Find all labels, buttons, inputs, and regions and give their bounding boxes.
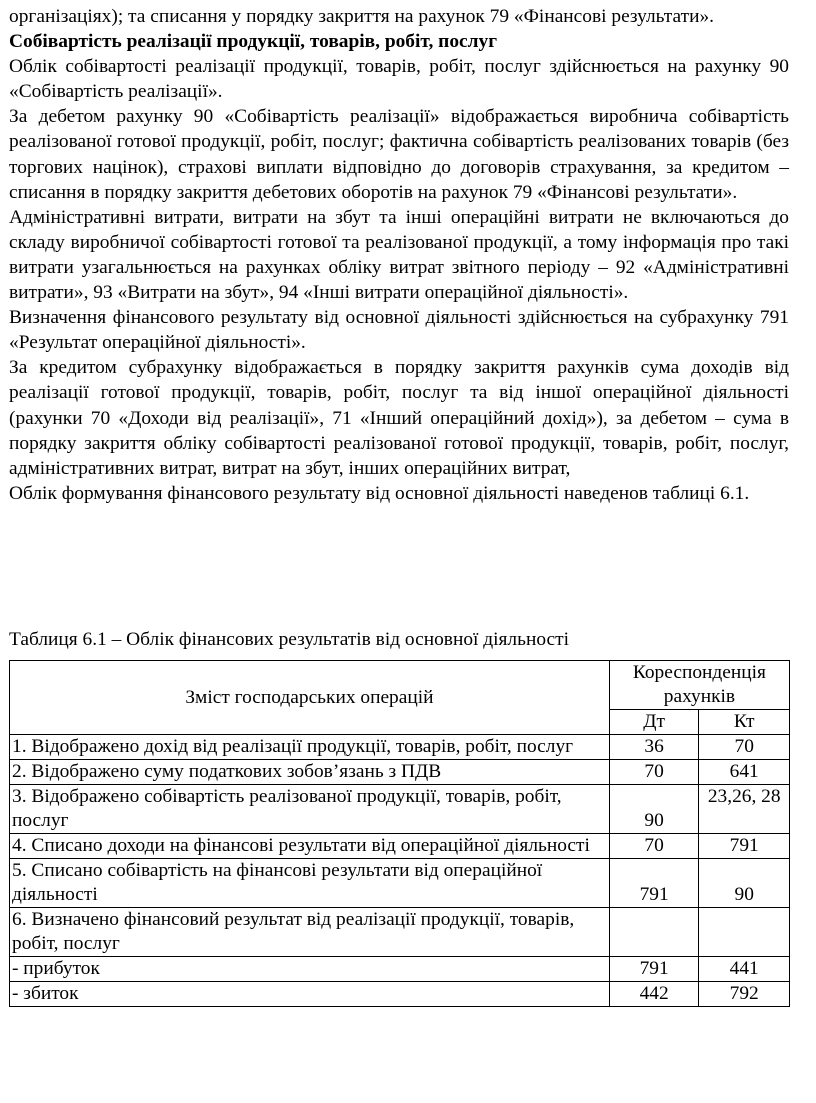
header-correspondence: Кореспонденція рахунків bbox=[609, 661, 789, 710]
row-description: 2. Відображено суму податкових зобов’язань з ПДВ bbox=[10, 760, 610, 785]
table-caption: Таблиця 6.1 – Облік фінансових результатів від основної діяльності bbox=[9, 629, 569, 650]
row-credit: 90 bbox=[699, 859, 790, 908]
paragraph-continuation: організаціях); та списання у порядку закриття на рахунок 79 «Фінансові результати». bbox=[9, 6, 714, 27]
row-description: 1. Відображено дохід від реалізації продукції, товарів, робіт, послуг bbox=[10, 735, 610, 760]
row-credit: 792 bbox=[699, 982, 790, 1007]
row-debit: 442 bbox=[609, 982, 699, 1007]
operations-table bbox=[9, 660, 790, 1007]
row-credit: 23,26, 28 bbox=[699, 785, 790, 834]
paragraph: За кредитом субрахунку відображається в порядку закриття рахунків сума доходів від реалізації готової продукції, товарів, робіт, послуг та від іншої операційної діяльності (рахунки 70 «Доходи від реалізації», 71 «Інший операційний дохід»), за дебетом – сума в порядку закриття обліку собівартості реалізованої готової продукції, товарів, робіт, послуг, адміністративних витрат, витрат на збут, інших операційних витрат, bbox=[9, 357, 789, 479]
row-description: 4. Списано доходи на фінансові результати від операційної діяльності bbox=[10, 834, 610, 859]
row-debit: 70 bbox=[609, 834, 699, 859]
table-row bbox=[10, 957, 790, 982]
header-description: Зміст господарських операцій bbox=[10, 661, 610, 735]
header-credit: Кт bbox=[699, 710, 790, 735]
row-description: - прибуток bbox=[10, 957, 610, 982]
table-row bbox=[10, 908, 790, 957]
section-heading: Собівартість реалізації продукції, товарів, робіт, послуг bbox=[9, 31, 498, 53]
row-description: 5. Списано собівартість на фінансові результати від операційної діяльності bbox=[10, 859, 610, 908]
row-debit bbox=[609, 908, 699, 957]
table-row bbox=[10, 785, 790, 834]
row-credit: 441 bbox=[699, 957, 790, 982]
row-debit: 791 bbox=[609, 957, 699, 982]
paragraph: Облік собівартості реалізації продукції, товарів, робіт, послуг здійснюється на рахунку 90 «Собівартість реалізації». bbox=[9, 56, 789, 103]
paragraph: Визначення фінансового результату від основної діяльності здійснюється на субрахунку 791 «Результат операційної діяльності». bbox=[9, 307, 789, 354]
table-row bbox=[10, 760, 790, 785]
paragraph: Облік формування фінансового результату від основної діяльності наведенов таблиці 6.1. bbox=[9, 482, 750, 504]
row-debit: 90 bbox=[609, 785, 699, 834]
table-header-row bbox=[10, 661, 790, 710]
body-text bbox=[9, 4, 789, 506]
paragraph: За дебетом рахунку 90 «Собівартість реалізації» відображається виробнича собівартість реалізованої готової продукції, робіт, послуг; фактична собівартість реалізованих товарів (без торгових націнок), страхові виплати відповідно до договорів страхування, за кредитом – списання в порядку закриття дебетових оборотів на рахунок 79 «Фінансові результати». bbox=[9, 106, 789, 203]
row-credit: 70 bbox=[699, 735, 790, 760]
row-description: 6. Визначено фінансовий результат від реалізації продукції, товарів, робіт, послуг bbox=[10, 908, 610, 957]
header-debit: Дт bbox=[609, 710, 699, 735]
row-description: 3. Відображено собівартість реалізованої продукції, товарів, робіт, послуг bbox=[10, 785, 610, 834]
table-row bbox=[10, 735, 790, 760]
row-credit: 791 bbox=[699, 834, 790, 859]
row-debit: 791 bbox=[609, 859, 699, 908]
row-debit: 36 bbox=[609, 735, 699, 760]
paragraph: Адміністративні витрати, витрати на збут та інші операційні витрати не включаються до складу виробничої собівартості готової та реалізованої продукції, а тому інформація про такі витрати узагальнюється на рахунках обліку витрат звітного періоду – 92 «Адміністративні витрати», 93 «Витрати на збут», 94 «Інші витрати операційної діяльності». bbox=[9, 206, 789, 304]
row-credit bbox=[699, 908, 790, 957]
table-row bbox=[10, 859, 790, 908]
table-row bbox=[10, 982, 790, 1007]
row-debit: 70 bbox=[609, 760, 699, 785]
table-row bbox=[10, 834, 790, 859]
row-credit: 641 bbox=[699, 760, 790, 785]
row-description: - збиток bbox=[10, 982, 610, 1007]
